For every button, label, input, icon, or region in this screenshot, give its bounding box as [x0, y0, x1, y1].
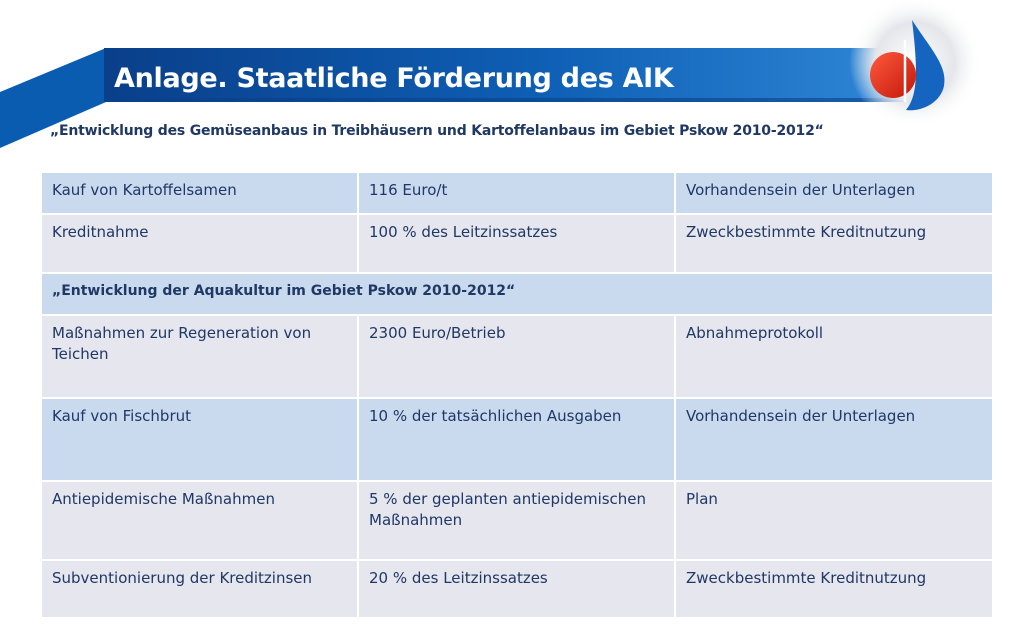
- table-cell-measure: Kauf von Kartoffelsamen: [41, 172, 358, 214]
- table-cell-condition: Plan: [675, 481, 993, 560]
- table-cell-measure: Kauf von Fischbrut: [41, 398, 358, 481]
- table-cell-amount: 5 % der geplanten antiepidemischen Maßnahmen: [358, 481, 675, 560]
- table-cell-measure: Subventionierung der Kreditzinsen: [41, 560, 358, 618]
- table-cell-amount: 116 Euro/t: [358, 172, 675, 214]
- funding-table: [40, 171, 994, 619]
- table-cell-measure: Maßnahmen zur Regeneration von Teichen: [41, 315, 358, 398]
- table-row: [41, 214, 993, 273]
- table-cell-condition: Vorhandensein der Unterlagen: [675, 398, 993, 481]
- table-cell-amount: 10 % der tatsächlichen Ausgaben: [358, 398, 675, 481]
- table-cell-condition: Zweckbestimmte Kreditnutzung: [675, 560, 993, 618]
- table-cell-measure: Kreditnahme: [41, 214, 358, 273]
- table-row: [41, 560, 993, 618]
- table-cell-condition: Zweckbestimmte Kreditnutzung: [675, 214, 993, 273]
- table-cell-condition: Abnahmeprotokoll: [675, 315, 993, 398]
- page-title: Anlage. Staatliche Förderung des AIK: [114, 63, 674, 94]
- table-cell-amount: 2300 Euro/Betrieb: [358, 315, 675, 398]
- table-cell-condition: Vorhandensein der Unterlagen: [675, 172, 993, 214]
- table-cell-amount: 100 % des Leitzinssatzes: [358, 214, 675, 273]
- table-cell-measure: Antiepidemische Maßnahmen: [41, 481, 358, 560]
- table-row: [41, 172, 993, 214]
- program-subtitle: „Entwicklung des Gemüseanbaus in Treibhäusern und Kartoffelanbaus im Gebiet Pskow 2010-2012“: [50, 123, 824, 139]
- header-banner: [0, 0, 1024, 160]
- table-cell-amount: 20 % des Leitzinssatzes: [358, 560, 675, 618]
- table-row: [41, 398, 993, 481]
- section-heading: „Entwicklung der Aquakultur im Gebiet Pskow 2010-2012“: [41, 273, 993, 315]
- table-row: [41, 315, 993, 398]
- section-row: [41, 273, 993, 315]
- table-row: [41, 481, 993, 560]
